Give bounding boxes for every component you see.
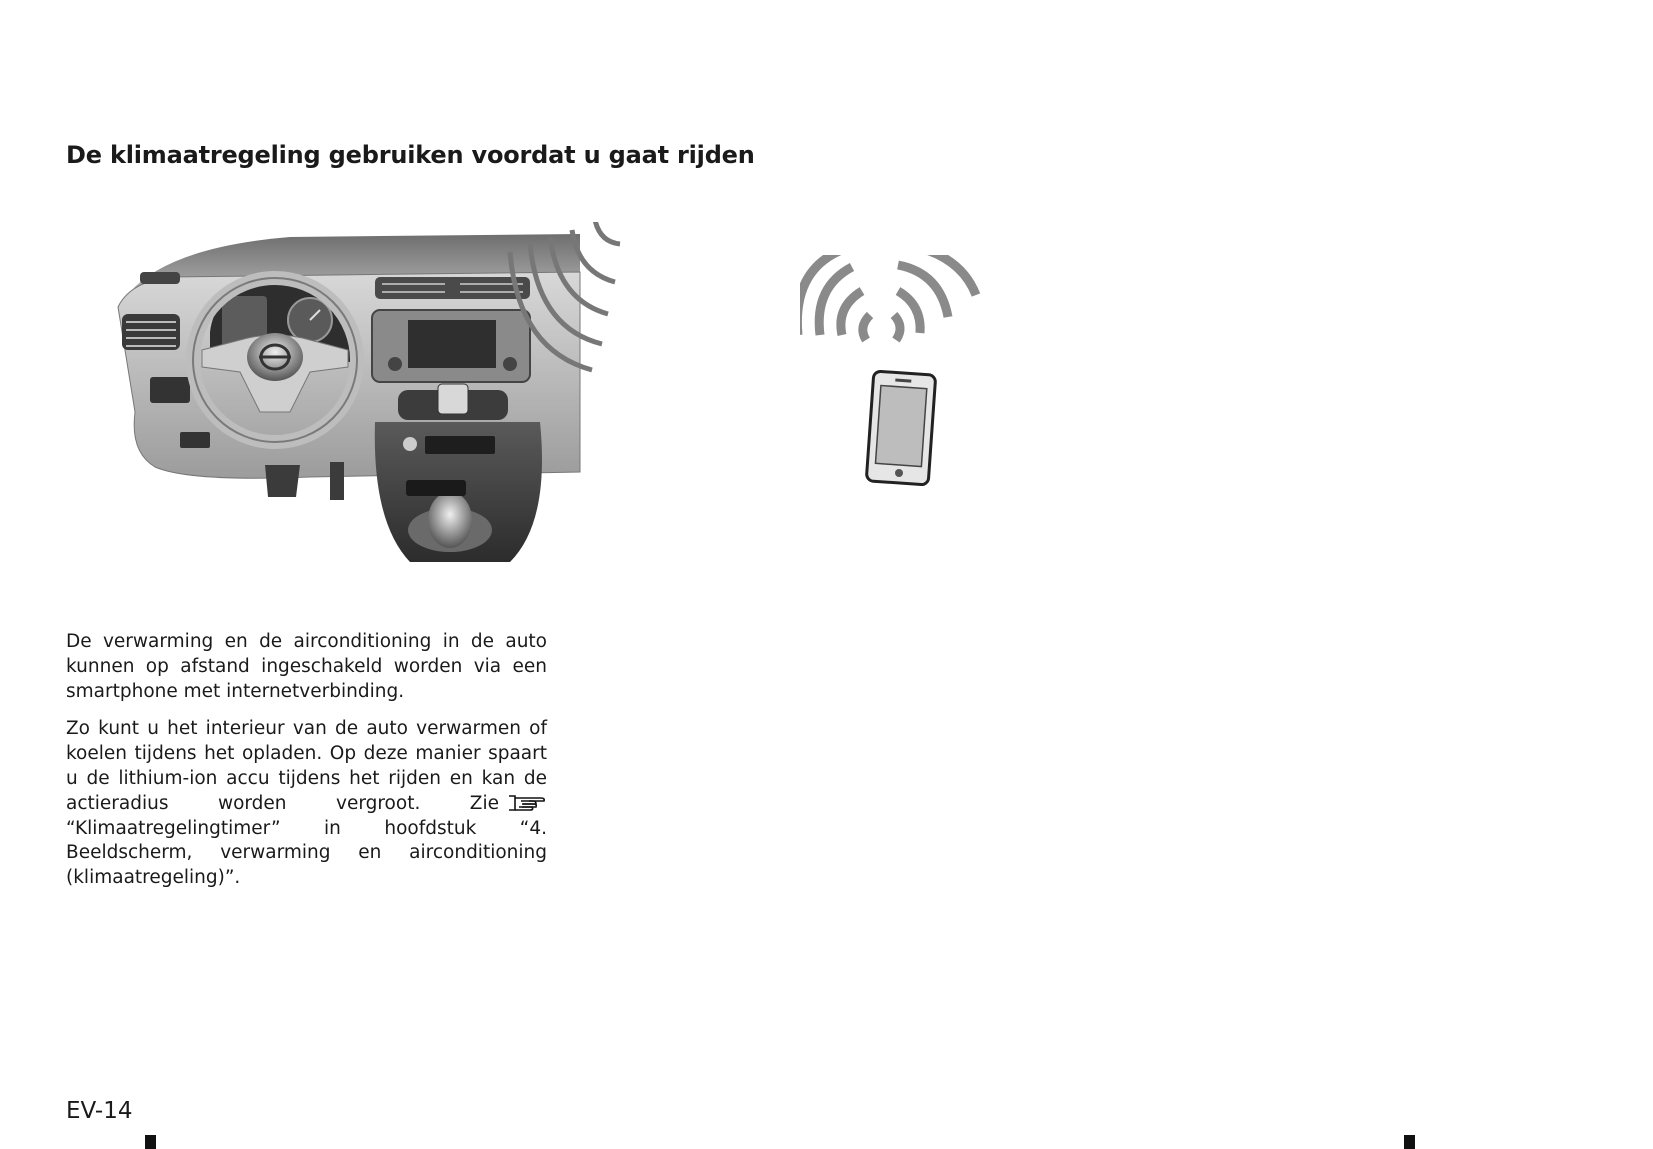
page-title: De klimaatregeling gebruiken voordat u gaat rijden xyxy=(66,141,755,169)
body-text xyxy=(66,630,547,904)
crop-mark-left xyxy=(145,1135,156,1149)
paragraph-intro: De verwarming en de airconditioning in de auto kunnen op afstand ingeschakeld worden via een smartphone met internetverbinding. xyxy=(66,631,547,702)
paragraph-details xyxy=(66,717,547,891)
crop-mark-right xyxy=(1404,1135,1415,1149)
page-number: EV-14 xyxy=(66,1098,133,1124)
pointing-hand-reference-icon xyxy=(507,792,547,812)
car-dashboard-illustration xyxy=(110,222,670,602)
wireless-signal-icon xyxy=(800,255,976,340)
paragraph-details-text: Zo kunt u het interieur van de auto verwarmen of koelen tijdens het opladen. Op deze manier spaart u de lithium-ion accu tijdens het rijden en kan de actieradius worden vergroot. Zie xyxy=(66,718,547,814)
smartphone-illustration xyxy=(800,255,1020,510)
cross-reference[interactable]: “Klimaatregelingtimer” in hoofdstuk “4. Beeldscherm, verwarming en airconditioning (klimaatregeling)”. xyxy=(66,817,547,889)
